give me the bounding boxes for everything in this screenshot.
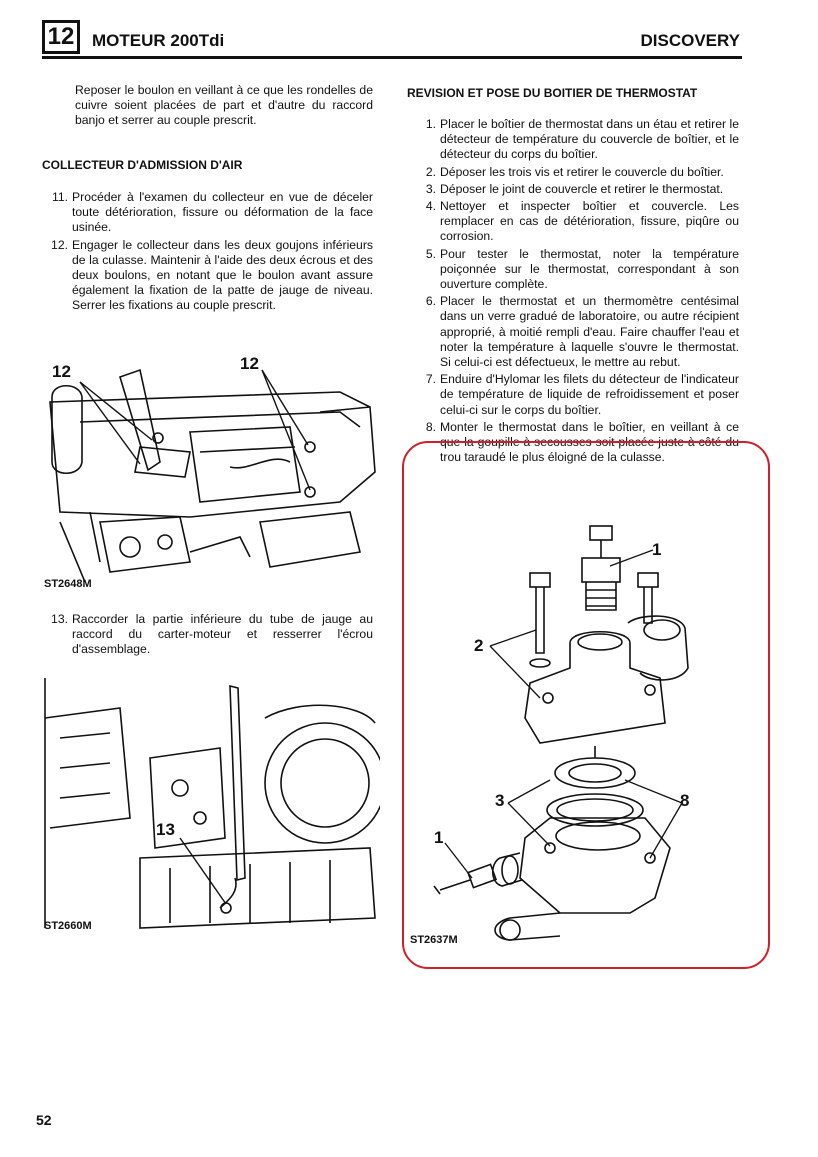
list-item [410, 199, 739, 245]
step-text: Placer le boîtier de thermostat dans un étau et retirer le détecteur de température du couvercle de boîtier, et le détecteur du corps du boîtier. [440, 117, 739, 162]
list-item [410, 372, 739, 418]
figure-callout: 13 [156, 820, 175, 839]
step-text: Déposer les trois vis et retirer le couvercle du boîtier. [440, 164, 724, 179]
manifold-illustration [40, 352, 380, 592]
steps-list-left [42, 190, 373, 316]
figure-callout: 12 [240, 354, 259, 373]
section-title-thermostat: REVISION ET POSE DU BOITIER DE THERMOSTAT [407, 86, 698, 100]
list-item [410, 165, 739, 180]
step-text: Raccorder la partie inférieure du tube de jauge au raccord du carter-moteur et resserrer l'écrou d'assemblage. [72, 612, 373, 657]
list-item [42, 190, 373, 236]
step-number: 8. [425, 419, 436, 434]
intro-paragraph: Reposer le boulon en veillant à ce que les rondelles de cuivre soient placées de part et d'autre du raccord banjo et serrer au couple prescrit. [75, 83, 373, 128]
step-number: 7. [425, 372, 436, 387]
step-text: Déposer le joint de couvercle et retirer le thermostat. [440, 181, 724, 196]
figure-code: ST2637M [410, 934, 458, 946]
section-title-collecteur: COLLECTEUR D'ADMISSION D'AIR [42, 158, 243, 172]
step-text: Monter le thermostat dans le boîtier, en veillant à ce que la goupille à secousses soit placée juste à côté du trou taraudé le plus éloigné de la culasse. [440, 419, 739, 465]
chapter-number: 12 [42, 20, 80, 54]
header-rule [42, 56, 742, 59]
dipstick-tube-illustration [40, 678, 380, 938]
chapter-title: MOTEUR 200Tdi [92, 31, 225, 50]
step-number: 3. [425, 181, 436, 196]
figure-callout: 3 [495, 791, 505, 810]
figure-callout: 8 [680, 791, 690, 810]
figure-code: ST2648M [44, 578, 92, 590]
step-number: 13. [51, 612, 68, 626]
step-number: 2. [425, 164, 436, 179]
figure-callout: 1 [652, 540, 662, 559]
step-number: 11. [51, 190, 68, 204]
list-item [410, 294, 739, 370]
step-text: Procéder à l'examen du collecteur en vue de déceler toute détérioration, fissure ou déformation de la face usinée. [72, 190, 373, 235]
page-number: 52 [36, 1112, 52, 1128]
list-item [42, 612, 373, 658]
step-text: Enduire d'Hylomar les filets du détecteur de l'indicateur de température de liquide de refroidissement et poser celui-ci sur le corps du boîtier. [440, 372, 739, 417]
step-number: 12. [51, 237, 68, 252]
step-number: 6. [425, 294, 436, 309]
figure-callout: 12 [52, 362, 71, 381]
list-item [42, 238, 373, 314]
steps-list-left-13 [42, 612, 373, 660]
thermostat-housing-exploded-illustration [410, 518, 750, 948]
list-item [410, 182, 739, 197]
step-text: Pour tester le thermostat, noter la température poiçonnée sur le thermostat, correspondant à son ouverture complète. [440, 246, 739, 292]
step-number: 5. [425, 246, 436, 261]
steps-list-right [410, 117, 739, 467]
vehicle-model: DISCOVERY [640, 31, 740, 50]
figure-code: ST2660M [44, 920, 92, 932]
list-item [410, 247, 739, 293]
list-item [410, 117, 739, 163]
step-number: 4. [425, 199, 436, 214]
figure-callout: 1 [434, 828, 444, 847]
step-text: Nettoyer et inspecter boîtier et couvercle. Les remplacer en cas de détérioration, fissure, piqûre ou corrosion. [440, 199, 739, 244]
step-text: Engager le collecteur dans les deux goujons inférieurs de la culasse. Maintenir à l'aide des deux écrous et des deux boulons, en notant que le boulon avant assure également la fixation de la patte de jauge de niveau. Serrer les fixations au couple prescrit. [72, 237, 373, 313]
figure-callout: 2 [474, 636, 484, 655]
step-number: 1. [425, 117, 436, 131]
step-text: Placer le thermostat et un thermomètre centésimal dans un verre gradué de laboratoire, ou autre récipient approprié, à moitié rempli d'eau. Faire chauffer l'eau et noter la température à laquelle s'ouvre le thermostat. Si celui-ci est défectueux, le mettre au rebut. [440, 294, 739, 370]
